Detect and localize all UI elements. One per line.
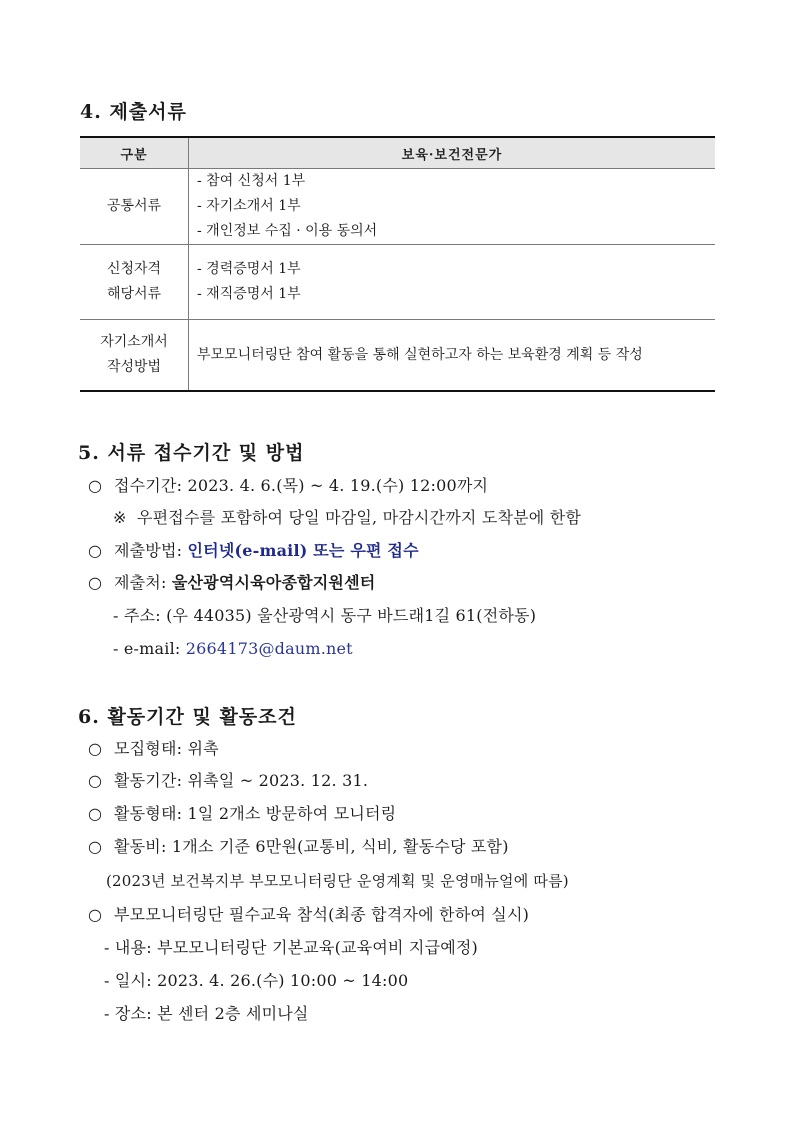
- fee-note: (2023년 보건복지부 부모모니터링단 운영계획 및 운영매뉴얼에 따름): [106, 872, 569, 890]
- activity-fee-text: 활동비: 1개소 기준 6만원(교통비, 식비, 활동수당 포함): [114, 837, 509, 856]
- circle-bullet-icon: ○: [88, 905, 103, 924]
- list-item: [88, 770, 368, 792]
- method-line: [88, 540, 419, 562]
- email-line: [113, 638, 353, 660]
- item-text: - 참여 신청서 1부: [197, 173, 306, 189]
- section-4-heading: 4. 제출서류: [80, 101, 187, 123]
- training-date-line: - 일시: 2023. 4. 26.(수) 10:00 ~ 14:00: [104, 971, 409, 990]
- note-line: [113, 507, 581, 529]
- circle-bullet-icon: ○: [88, 804, 103, 823]
- reference-mark-icon: ※: [113, 508, 127, 527]
- activity-type-text: 활동형태: 1일 2개소 방문하여 모니터링: [114, 804, 397, 823]
- table-cell-category: [80, 320, 189, 392]
- item-text: - 개인정보 수집 · 이용 동의서: [197, 223, 378, 239]
- item-text: - 자기소개서 1부: [197, 198, 301, 214]
- training-text: 부모모니터링단 필수교육 참석(최종 합격자에 한하여 실시): [114, 905, 530, 924]
- circle-bullet-icon: ○: [88, 739, 103, 758]
- activity-period-text: 활동기간: 위촉일 ~ 2023. 12. 31.: [114, 771, 369, 790]
- section-6-heading: 6. 활동기간 및 활동조건: [78, 706, 297, 728]
- list-item: [88, 803, 396, 825]
- item-text: - 재직증명서 1부: [197, 286, 301, 302]
- category-text: 공통서류: [106, 198, 162, 214]
- training-content-line: - 내용: 부모모니터링단 기본교육(교육여비 지급예정): [104, 938, 479, 957]
- table-header-row: [80, 137, 715, 169]
- list-item: [88, 904, 529, 926]
- category-text: 해당서류: [106, 286, 162, 302]
- circle-bullet-icon: ○: [88, 771, 103, 790]
- section-5-heading: 5. 서류 접수기간 및 방법: [78, 442, 305, 464]
- table-cell-items: [189, 245, 716, 320]
- training-place-line: - 장소: 본 센터 2층 세미나실: [104, 1004, 309, 1023]
- circle-bullet-icon: ○: [88, 573, 103, 592]
- period-line: [88, 475, 488, 497]
- email-label: - e-mail:: [113, 639, 186, 658]
- item-text: - 경력증명서 1부: [197, 261, 301, 277]
- address-line: - 주소: (우 44035) 울산광역시 동구 바드래1길 61(전하동): [113, 606, 537, 625]
- place-line: [88, 572, 375, 594]
- circle-bullet-icon: ○: [88, 837, 103, 856]
- category-text: 자기소개서: [100, 334, 168, 350]
- list-item: [88, 836, 509, 858]
- list-item: [88, 738, 219, 760]
- circle-bullet-icon: ○: [88, 476, 103, 495]
- documents-table: [80, 136, 715, 392]
- method-value: 인터넷(e-mail) 또는 우편 접수: [187, 541, 419, 560]
- table-cell-category: [80, 169, 189, 245]
- table-cell-category: [80, 245, 189, 320]
- category-text: 작성방법: [106, 359, 162, 375]
- category-text: 신청자격: [106, 261, 162, 277]
- circle-bullet-icon: ○: [88, 541, 103, 560]
- period-text: 접수기간: 2023. 4. 6.(목) ~ 4. 19.(수) 12:00까지: [114, 476, 489, 495]
- email-link[interactable]: 2664173@daum.net: [185, 639, 353, 658]
- place-label: 제출처:: [114, 573, 172, 592]
- table-row: [80, 169, 715, 245]
- table-row: [80, 245, 715, 320]
- recruit-type-text: 모집형태: 위촉: [114, 739, 219, 758]
- table-cell-items: [189, 320, 716, 392]
- place-value: 울산광역시육아종합지원센터: [171, 573, 376, 592]
- table-header-category: 구분: [80, 137, 189, 169]
- table-cell-items: [189, 169, 716, 245]
- method-label: 제출방법:: [114, 541, 188, 560]
- note-text: 우편접수를 포함하여 당일 마감일, 마감시간까지 도착분에 한함: [137, 508, 582, 527]
- table-header-expert: 보육·보건전문가: [189, 137, 716, 169]
- item-text: 부모모니터링단 참여 활동을 통해 실현하고자 하는 보육환경 계획 등 작성: [197, 346, 643, 363]
- table-row: [80, 320, 715, 392]
